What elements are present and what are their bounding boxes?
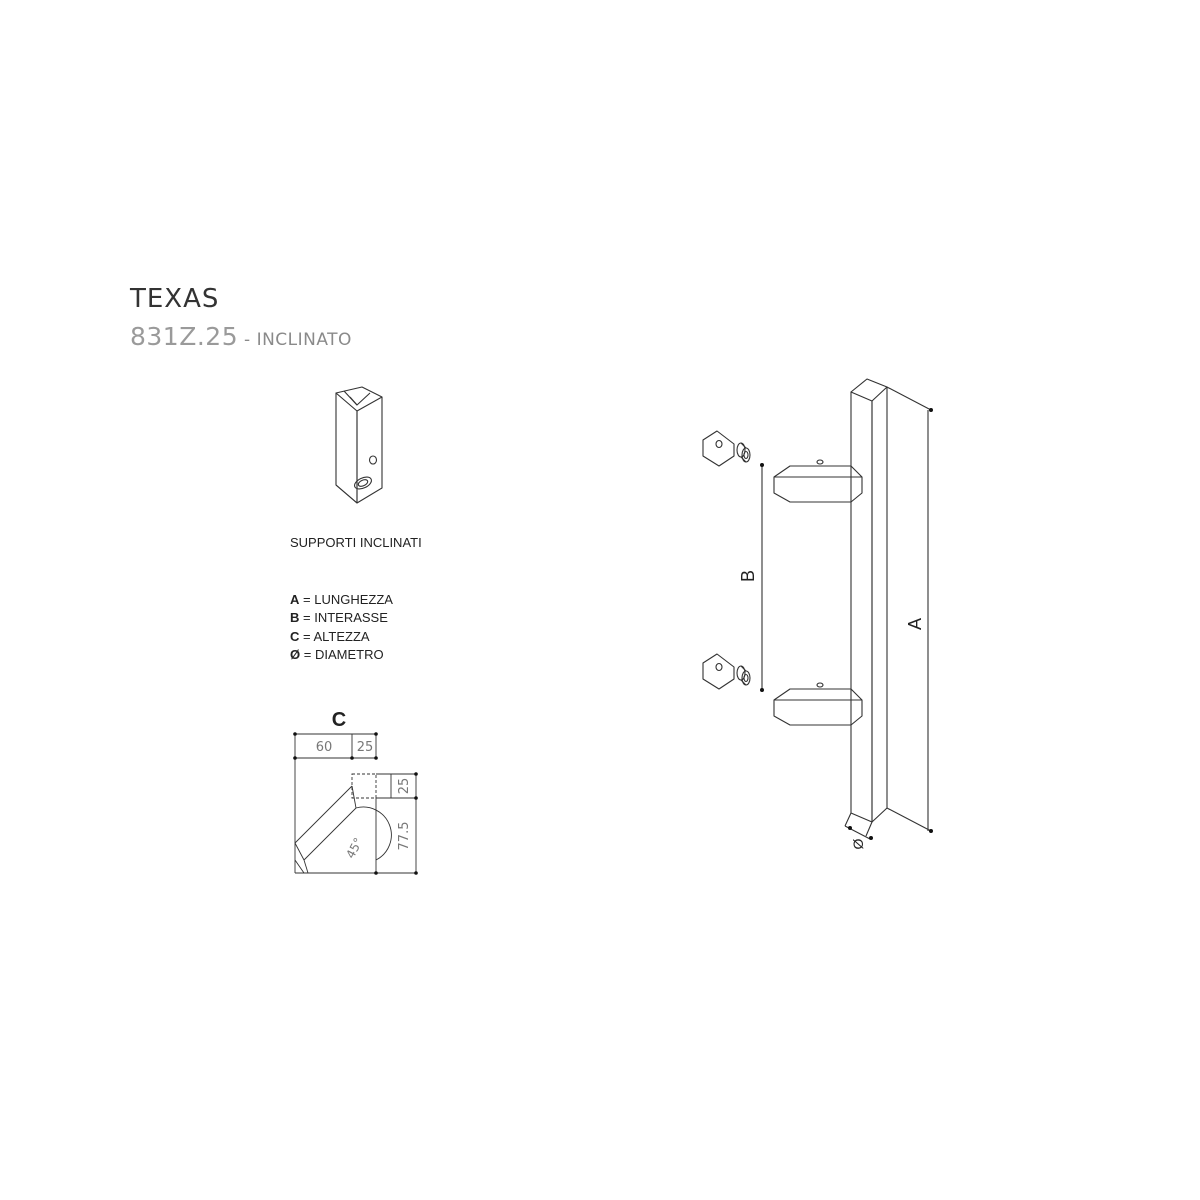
- dim-60-label: 60: [315, 740, 333, 755]
- inclined-support-sketch: [330, 385, 400, 510]
- variant-separator: -: [238, 330, 257, 350]
- legend-key: C: [290, 628, 300, 644]
- legend-label: INTERASSE: [314, 610, 388, 626]
- dim-25-top-label: 25: [356, 740, 374, 755]
- legend-row: [290, 591, 393, 609]
- legend-row: [290, 646, 393, 664]
- dim-25-side-label: 25: [397, 777, 412, 795]
- section-drawing-c: [280, 700, 440, 890]
- section-title: C: [331, 709, 347, 731]
- product-code: 831Z.25: [130, 322, 239, 351]
- dim-77-5-label: 77.5: [397, 821, 412, 851]
- dim-diameter-label: Ø: [850, 838, 866, 850]
- legend-key: Ø: [290, 646, 301, 662]
- legend-key: B: [290, 610, 300, 626]
- legend-sep: =: [299, 610, 315, 626]
- legend-label: LUNGHEZZA: [314, 592, 393, 607]
- legend-sep: =: [300, 646, 315, 662]
- legend-row: [290, 628, 393, 646]
- product-subtitle: [130, 322, 352, 351]
- legend-sep: =: [299, 628, 314, 644]
- dimension-legend: [290, 591, 393, 664]
- support-caption: SUPPORTI INCLINATI: [290, 535, 422, 550]
- product-title: TEXAS: [130, 284, 220, 314]
- dim-a-label: A: [905, 617, 925, 631]
- handle-drawing: [690, 370, 950, 860]
- product-variant: INCLINATO: [256, 330, 352, 350]
- legend-row: [290, 609, 393, 627]
- legend-label: ALTEZZA: [313, 628, 370, 644]
- legend-key: A: [290, 592, 300, 607]
- legend-sep: =: [299, 592, 315, 607]
- legend-label: DIAMETRO: [314, 646, 384, 662]
- dim-b-label: B: [738, 569, 758, 583]
- angle-label: 45°: [343, 835, 366, 861]
